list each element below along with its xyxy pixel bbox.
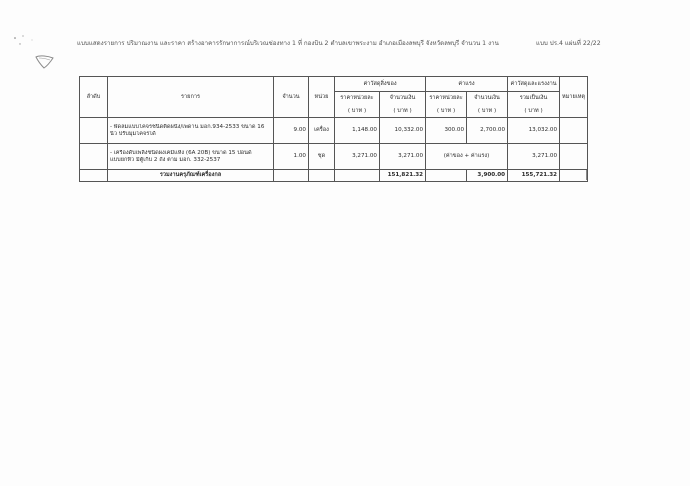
row-total: 3,271.00 — [508, 144, 560, 170]
row-desc-line1: - พัดลมแบบโคจรชนิดติดผนัง/เพดาน มอก.934-2533 ขนาด 16 — [110, 124, 265, 131]
total-remark — [560, 170, 588, 182]
row-qty: 9.00 — [274, 118, 309, 144]
row-remark — [560, 118, 588, 144]
row-no — [80, 118, 108, 144]
total-label: รวมงานครุภัณฑ์เครื่องกล — [108, 170, 274, 182]
header-lab-unit-price: ราคาหน่วยละ — [426, 92, 467, 105]
row-labor-note: (ค่าของ + ค่าแรง) — [426, 144, 508, 170]
total-no — [80, 170, 108, 182]
row-description — [108, 118, 274, 144]
row-unit: เครื่อง — [309, 118, 335, 144]
row-lab-amount: 2,700.00 — [467, 118, 508, 144]
row-mat-unit-price: 3,271.00 — [335, 144, 380, 170]
row-total: 13,032.00 — [508, 118, 560, 144]
table-row — [80, 144, 588, 170]
row-qty: 1.00 — [274, 144, 309, 170]
header-baht: ( บาท ) — [380, 105, 426, 118]
form-reference: แบบ ปร.4 แผ่นที่ 22/22 — [536, 40, 601, 47]
row-description — [108, 144, 274, 170]
total-qty — [274, 170, 309, 182]
header-baht: ( บาท ) — [467, 105, 508, 118]
total-grand: 155,721.32 — [508, 170, 560, 182]
header-baht: ( บาท ) — [508, 105, 560, 118]
row-no — [80, 144, 108, 170]
total-mat-unit-price — [335, 170, 380, 182]
header-baht: ( บาท ) — [335, 105, 380, 118]
row-mat-amount: 3,271.00 — [380, 144, 426, 170]
total-lab-amount: 3,900.00 — [467, 170, 508, 182]
header-baht: ( บาท ) — [426, 105, 467, 118]
header-remark: หมายเหตุ — [560, 77, 588, 118]
header-lab-amount: จำนวนเงิน — [467, 92, 508, 105]
header-no: ลำดับ — [80, 77, 108, 118]
row-mat-unit-price: 1,148.00 — [335, 118, 380, 144]
scan-edge-mark — [586, 170, 587, 180]
header-unit: หน่วย — [309, 77, 335, 118]
bill-of-quantities-table — [79, 76, 588, 182]
header-total-group: ค่าวัสดุและแรงงาน — [508, 77, 560, 92]
header-labor-group: ค่าแรง — [426, 77, 508, 92]
row-desc-line2: แบบยกหิ้ว มีตู้เก็บ 2 ถัง ตาม มอก. 332-2537 — [110, 156, 221, 163]
header-material-group: ค่าวัสดุสิ่งของ — [335, 77, 426, 92]
total-mat-amount: 151,821.32 — [380, 170, 426, 182]
row-desc-line2: นิ้ว ปรับมุมโคจรได้ — [110, 130, 156, 137]
total-lab-unit-price — [426, 170, 467, 182]
row-unit: ชุด — [309, 144, 335, 170]
row-desc-line1: - เครื่องดับเพลิงชนิดผงเคมีแห้ง (6A 20B) ขนาด 15 ปอนด์ — [110, 150, 252, 157]
header-qty: จำนวน — [274, 77, 309, 118]
total-unit — [309, 170, 335, 182]
scan-stain-mark — [34, 54, 56, 70]
header-mat-amount: จำนวนเงิน — [380, 92, 426, 105]
row-remark — [560, 144, 588, 170]
header-mat-unit-price: ราคาหน่วยละ — [335, 92, 380, 105]
total-row — [80, 170, 588, 182]
header-item: รายการ — [108, 77, 274, 118]
scan-specks — [12, 34, 42, 48]
header-total-amount: รวมเป็นเงิน — [508, 92, 560, 105]
row-lab-unit-price: 300.00 — [426, 118, 467, 144]
row-mat-amount: 10,332.00 — [380, 118, 426, 144]
table-row — [80, 118, 588, 144]
document-title: แบบแสดงรายการ ปริมาณงาน และราคา สร้างอาคารรักษาการณ์บริเวณช่องทาง 1 ที่ กองบิน 2 ตำบลเขาพระงาม อำเภอเมืองลพบุรี จังหวัดลพบุรี จำนวน 1 งาน — [77, 40, 499, 47]
